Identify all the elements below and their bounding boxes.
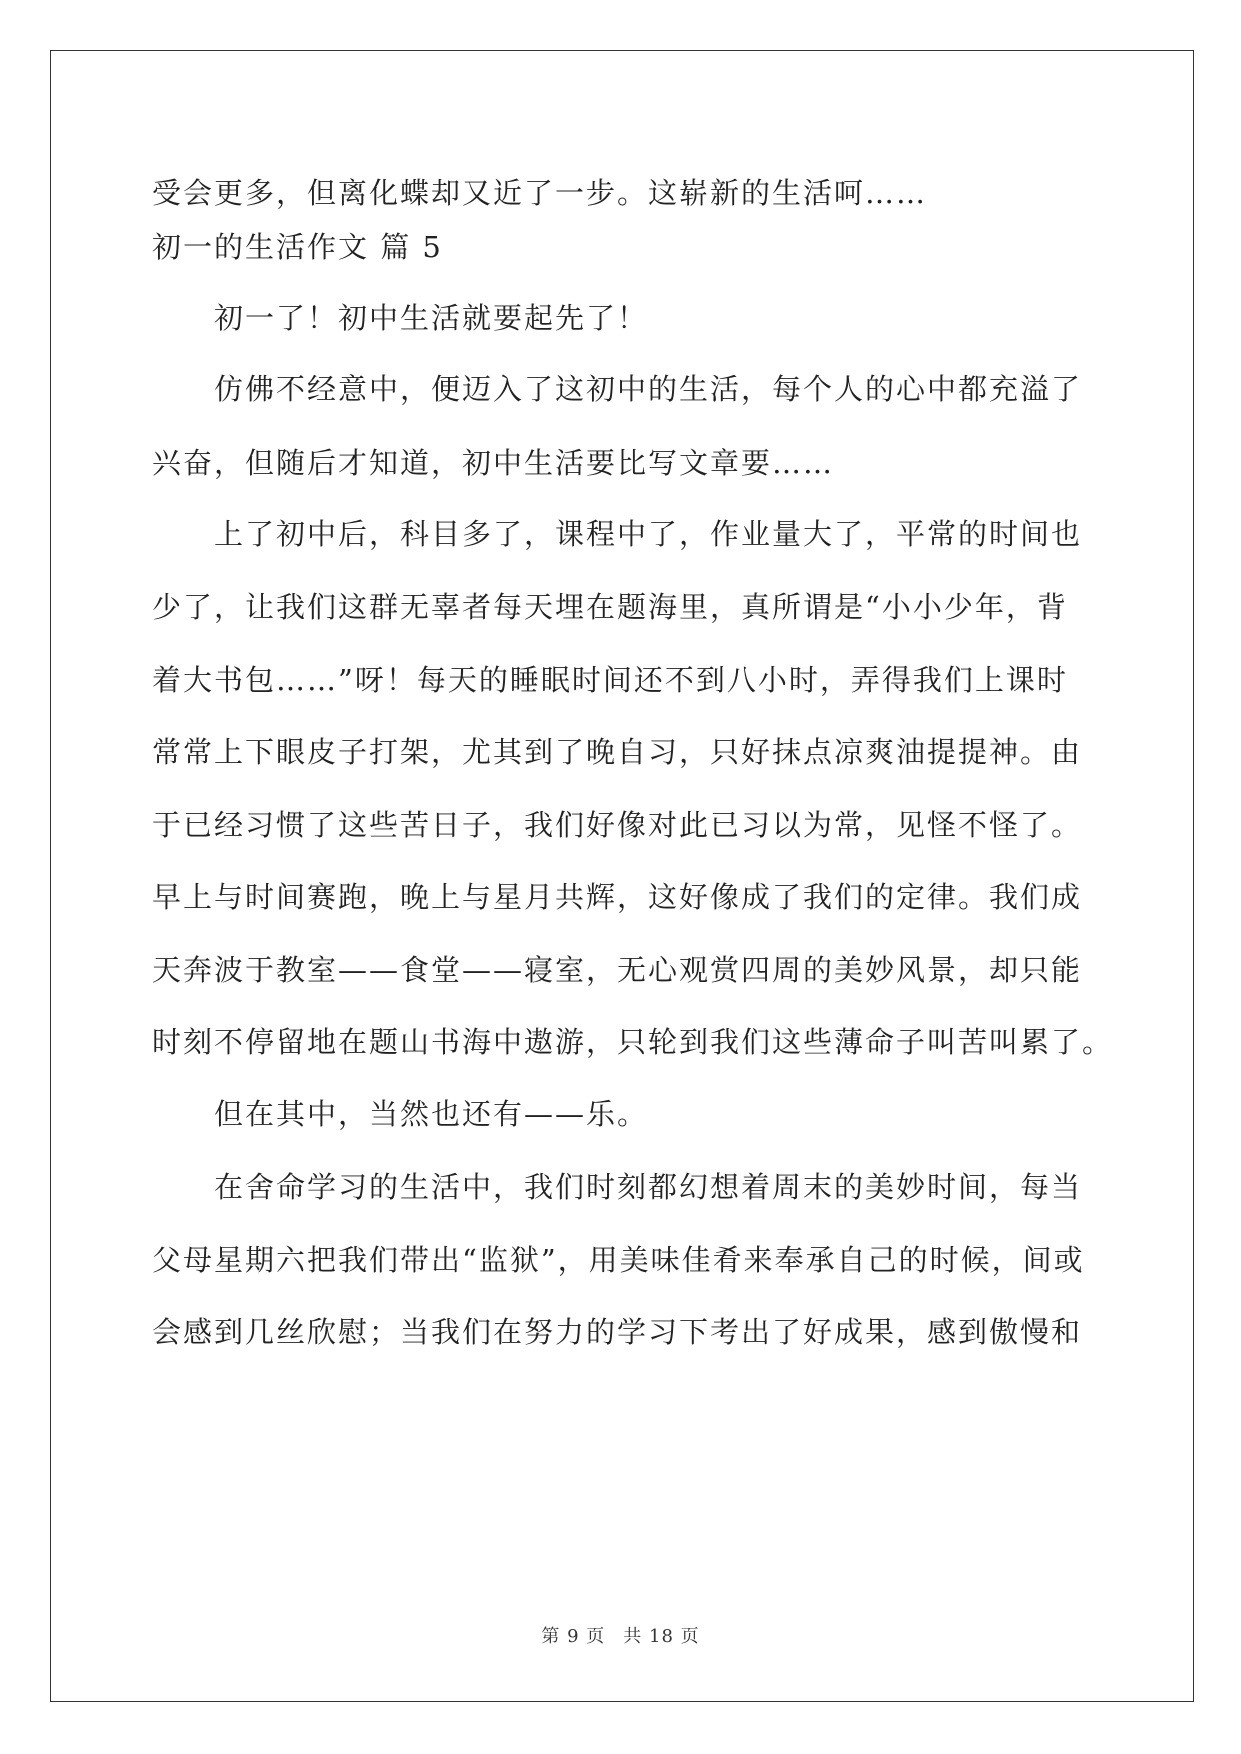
text-line: 兴奋，但随后才知道，初中生活要比写文章要…… bbox=[152, 446, 835, 480]
text-line: 时刻不停留地在题山书海中遨游，只轮到我们这些薄命子叫苦叫累了。 bbox=[152, 1025, 1114, 1059]
text-line: 会感到几丝欣慰；当我们在努力的学习下考出了好成果，感到傲慢和 bbox=[152, 1315, 1083, 1349]
text-line: 但在其中，当然也还有——乐。 bbox=[214, 1097, 649, 1131]
page-footer bbox=[0, 1622, 1241, 1648]
page-number: 第 9 页 bbox=[541, 1626, 606, 1647]
text-line: 着大书包……”呀！每天的睡眠时间还不到八小时，弄得我们上课时 bbox=[152, 663, 1068, 697]
page-total: 共 18 页 bbox=[623, 1626, 700, 1647]
text-line: 于已经习惯了这些苦日子，我们好像对此已习以为常，见怪不怪了。 bbox=[152, 808, 1083, 842]
text-line: 早上与时间赛跑，晚上与星月共辉，这好像成了我们的定律。我们成 bbox=[152, 880, 1083, 914]
text-line: 受会更多，但离化蝶却又近了一步。这崭新的生活呵…… bbox=[152, 176, 928, 210]
text-line: 上了初中后，科目多了，课程中了，作业量大了，平常的时间也 bbox=[214, 517, 1083, 551]
text-line: 初一了！初中生活就要起先了！ bbox=[214, 301, 649, 335]
section-heading: 初一的生活作文 篇 5 bbox=[152, 230, 443, 264]
text-line: 少了，让我们这群无辜者每天埋在题海里，真所谓是“小小少年，背 bbox=[152, 590, 1068, 624]
text-line: 仿佛不经意中，便迈入了这初中的生活，每个人的心中都充溢了 bbox=[214, 372, 1083, 406]
text-line: 在舍命学习的生活中，我们时刻都幻想着周末的美妙时间，每当 bbox=[214, 1170, 1083, 1204]
text-line: 父母星期六把我们带出“监狱”，用美味佳肴来奉承自己的时候，间或 bbox=[152, 1243, 1085, 1277]
text-line: 常常上下眼皮子打架，尤其到了晚自习，只好抹点凉爽油提提神。由 bbox=[152, 735, 1083, 769]
text-line: 天奔波于教室——食堂——寝室，无心观赏四周的美妙风景，却只能 bbox=[152, 953, 1083, 987]
